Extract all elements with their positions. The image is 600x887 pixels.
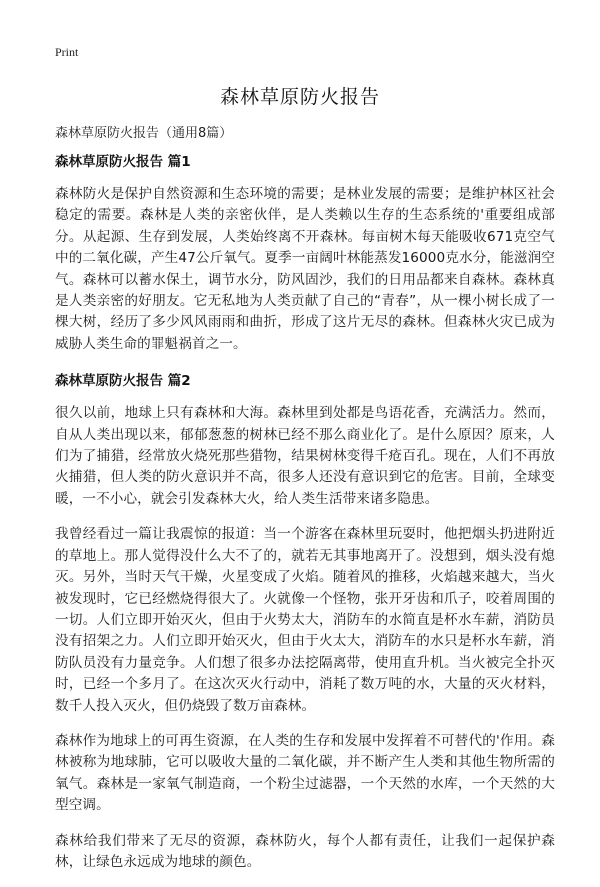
- paragraph: 很久以前，地球上只有森林和大海。森林里到处都是鸟语花香，充满活力。然而，自从人类出现以来，郁郁葱葱的树林已经不那么商业化了。是什么原因？原来，人们为了捕猎，经常放火烧死那些猎物，结果树林变得千疮百孔。现在，人们不再放火捕猎，但人类的防火意识并不高，很多人还没有意识到它的危害。目前，全球变暖，一不小心，就会引发森林大火，给人类生活带来诸多隐患。: [55, 405, 555, 507]
- document-subtitle: 森林草原防火报告（通用8篇）: [55, 126, 233, 141]
- paragraph: 森林作为地球上的可再生资源，在人类的生存和发展中发挥着不可替代的'作用。森林被称为地球肺，它可以吸收大量的二氧化碳，并不断产生人类和其他生物所需的氧气。森林是一家氧气制造商，一个粉尘过滤器，一个天然的水库，一个天然的大型空调。: [55, 732, 555, 814]
- paragraph: 森林给我们带来了无尽的资源，森林防火，每个人都有责任，让我们一起保护森林，让绿色永远成为地球的颜色。: [55, 832, 555, 870]
- section-1: [55, 150, 555, 355]
- print-label[interactable]: Print: [55, 45, 79, 59]
- section-heading: 森林草原防火报告 篇2: [55, 373, 191, 390]
- paragraph: 我曾经看过一篇让我震惊的报道：当一个游客在森林里玩耍时，他把烟头扔进附近的草地上。那人觉得没什么大不了的，就若无其事地离开了。没想到，烟头没有熄灭。另外，当时天气干燥，火星变成了火焰。随着风的推移，火焰越来越大，当火被发现时，它已经燃烧得很大了。火就像一个怪物，张开牙齿和爪子，咬着周围的一切。人们立即开始灭火，但由于火势太大，消防车的水简直是杯水车薪，消防员没有招架之力。人们立即开始灭火，但由于火太大，消防车的水只是杯水车薪，消防队员没有力量竞争。人们想了很多办法挖隔离带，使用直升机。当火被完全扑灭时，已经一个多月了。在这次灭火行动中，消耗了数万吨的水，大量的灭火材料，数千人投入灭火，但仍烧毁了数万亩森林。: [55, 526, 555, 714]
- section-2: [55, 369, 555, 873]
- document-body: [55, 150, 555, 887]
- paragraph: 森林防火是保护自然资源和生态环境的需要；是林业发展的需要；是维护林区社会稳定的需要。森林是人类的亲密伙伴，是人类赖以生存的生态系统的'重要组成部分。从起源、生存到发展，人类始终离不开森林。每亩树木每天能吸收671克空气中的二氧化碳，产生47公斤氧气。夏季一亩阔叶林能蒸发16000克水分，能滋润空气。森林可以蓄水保土，调节水分，防风固沙，我们的日用品都来自森林。森林真是人类亲密的好朋友。它无私地为人类贡献了自己的“青春”，从一棵小树长成了一棵大树，经历了多少风风雨雨和曲折，形成了这片无尽的森林。但森林火灾已成为威胁人类生命的罪魁祸首之一。: [55, 186, 555, 352]
- section-heading: 森林草原防火报告 篇1: [55, 154, 191, 170]
- document-title: 森林草原防火报告: [219, 86, 380, 108]
